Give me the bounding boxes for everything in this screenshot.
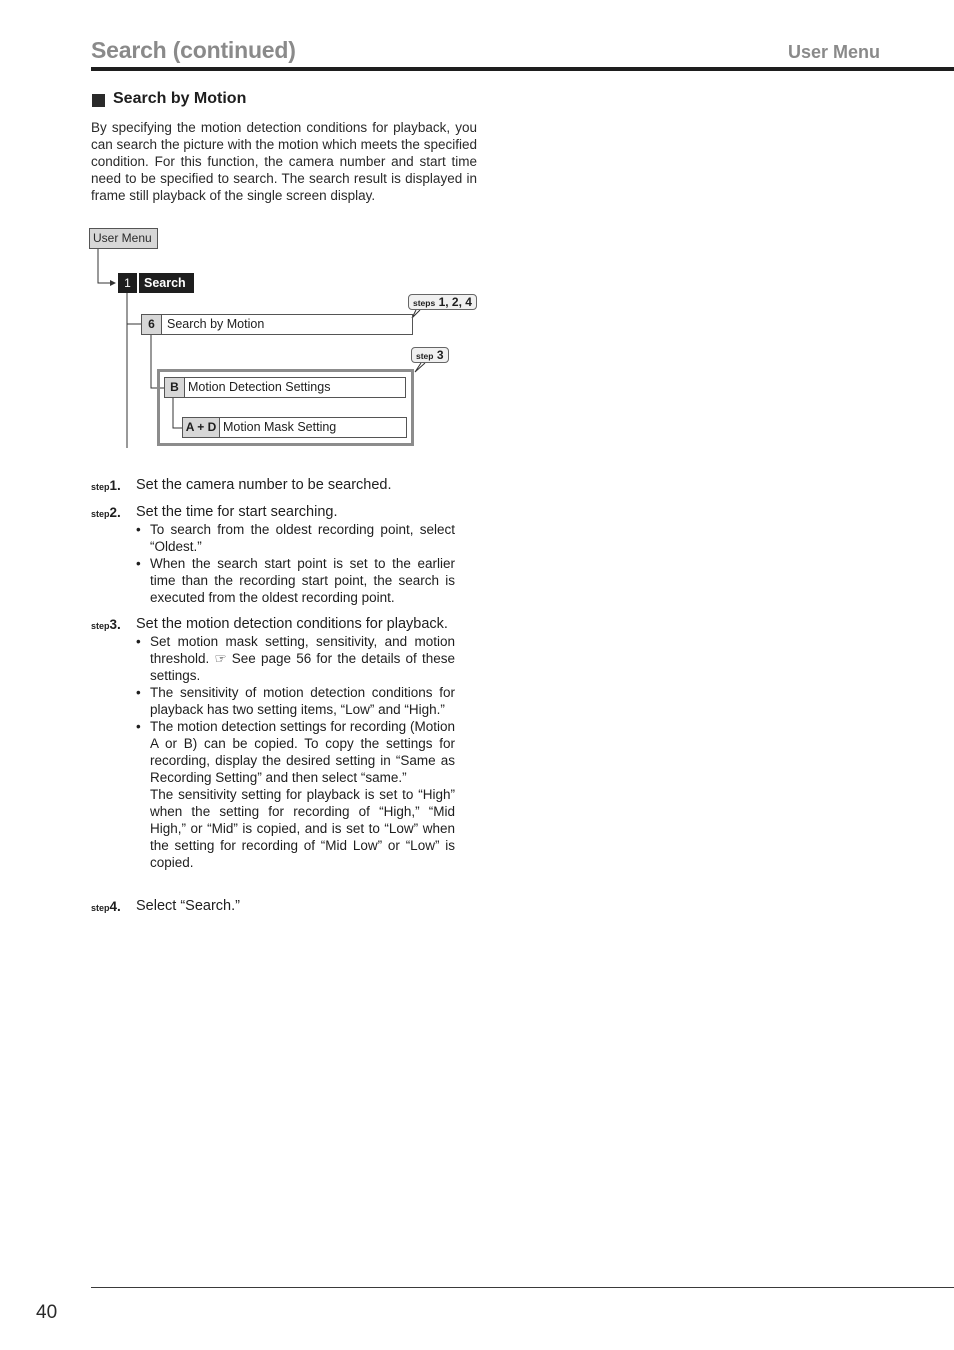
step-callout-3 (411, 347, 449, 363)
footer-divider (91, 1287, 954, 1288)
menu-box-motion-mask-setting: Motion Mask Setting (220, 417, 407, 438)
step-label: step3. (91, 617, 121, 632)
callout-steps: 3 (436, 348, 444, 362)
callout-pointer-1 (412, 310, 420, 318)
section-label: User Menu (788, 42, 881, 62)
page-title: Search (continued) (91, 37, 296, 63)
list-item: • To search from the oldest recording point, select “Oldest.” (136, 522, 455, 554)
menu-number-search-by-motion: 6 (141, 314, 162, 335)
step-callout-1-2-4 (408, 294, 477, 310)
intro-paragraph: By specifying the motion detection conditions for playback, you can search the picture with the motion which meets the specified condition. For this function, the camera number and start time need to be specified to search. The search result is displayed in frame still playback of the single screen display. (91, 120, 477, 203)
list-item: • The motion detection settings for recording (Motion A or B) can be copied. To copy the settings for recording, display the desired setting in “Same as Recording Setting” and then select “same.” The sensitivity setting for playback is set to “High” when the setting for recording of “High,” “Mid High,” or “Mid” is copied, and is set to “Low” when the setting for recording of “Mid Low” or “Low” is copied. (136, 719, 455, 870)
callout-prefix: steps (413, 298, 436, 308)
arrow-icon (110, 280, 116, 286)
callout-prefix: step (416, 351, 434, 361)
step-text: Select “Search.” (136, 898, 240, 914)
bullet-list (136, 633, 455, 871)
step-label: step4. (91, 899, 121, 914)
connector-root-to-search (98, 249, 114, 283)
step-text: Set the camera number to be searched. (136, 477, 392, 493)
menu-number-search: 1 (118, 273, 137, 293)
step-label: step1. (91, 478, 121, 493)
subheading: Search by Motion (113, 90, 247, 107)
sensitivity-note: The sensitivity setting for playback is set to “High” when the setting for recording of “High,” “Mid High,” or “Mid” is copied, and is set to “Low” when the setting for recording of “Mid Low” or “Low” is copied. (150, 787, 455, 870)
step-text: Set the time for start searching. (136, 504, 338, 520)
list-item: • Set motion mask setting, sensitivity, and motion threshold. ☞ See page 56 for the details of these settings. (136, 634, 455, 683)
menu-number-motion-detection: B (164, 377, 185, 398)
step-text: Set the motion detection conditions for playback. (136, 616, 448, 632)
menu-number-motion-mask: A + D (182, 417, 220, 438)
step-label: step2. (91, 505, 121, 520)
menu-box-search-by-motion: Search by Motion (162, 314, 413, 335)
menu-box-user-menu: User Menu (89, 228, 158, 249)
bullet-list (136, 521, 455, 606)
menu-box-search: Search (139, 273, 194, 293)
callout-pointer-2 (415, 363, 425, 372)
callout-steps: 1, 2, 4 (438, 295, 472, 309)
menu-box-motion-detection-settings: Motion Detection Settings (185, 377, 406, 398)
list-item: • When the search start point is set to the earlier time than the recording start point, the search is executed from the oldest recording point. (136, 556, 455, 605)
page-number: 40 (36, 1302, 58, 1323)
list-item: • The sensitivity of motion detection conditions for playback has two setting items, “Low” and “High.” (136, 685, 455, 717)
